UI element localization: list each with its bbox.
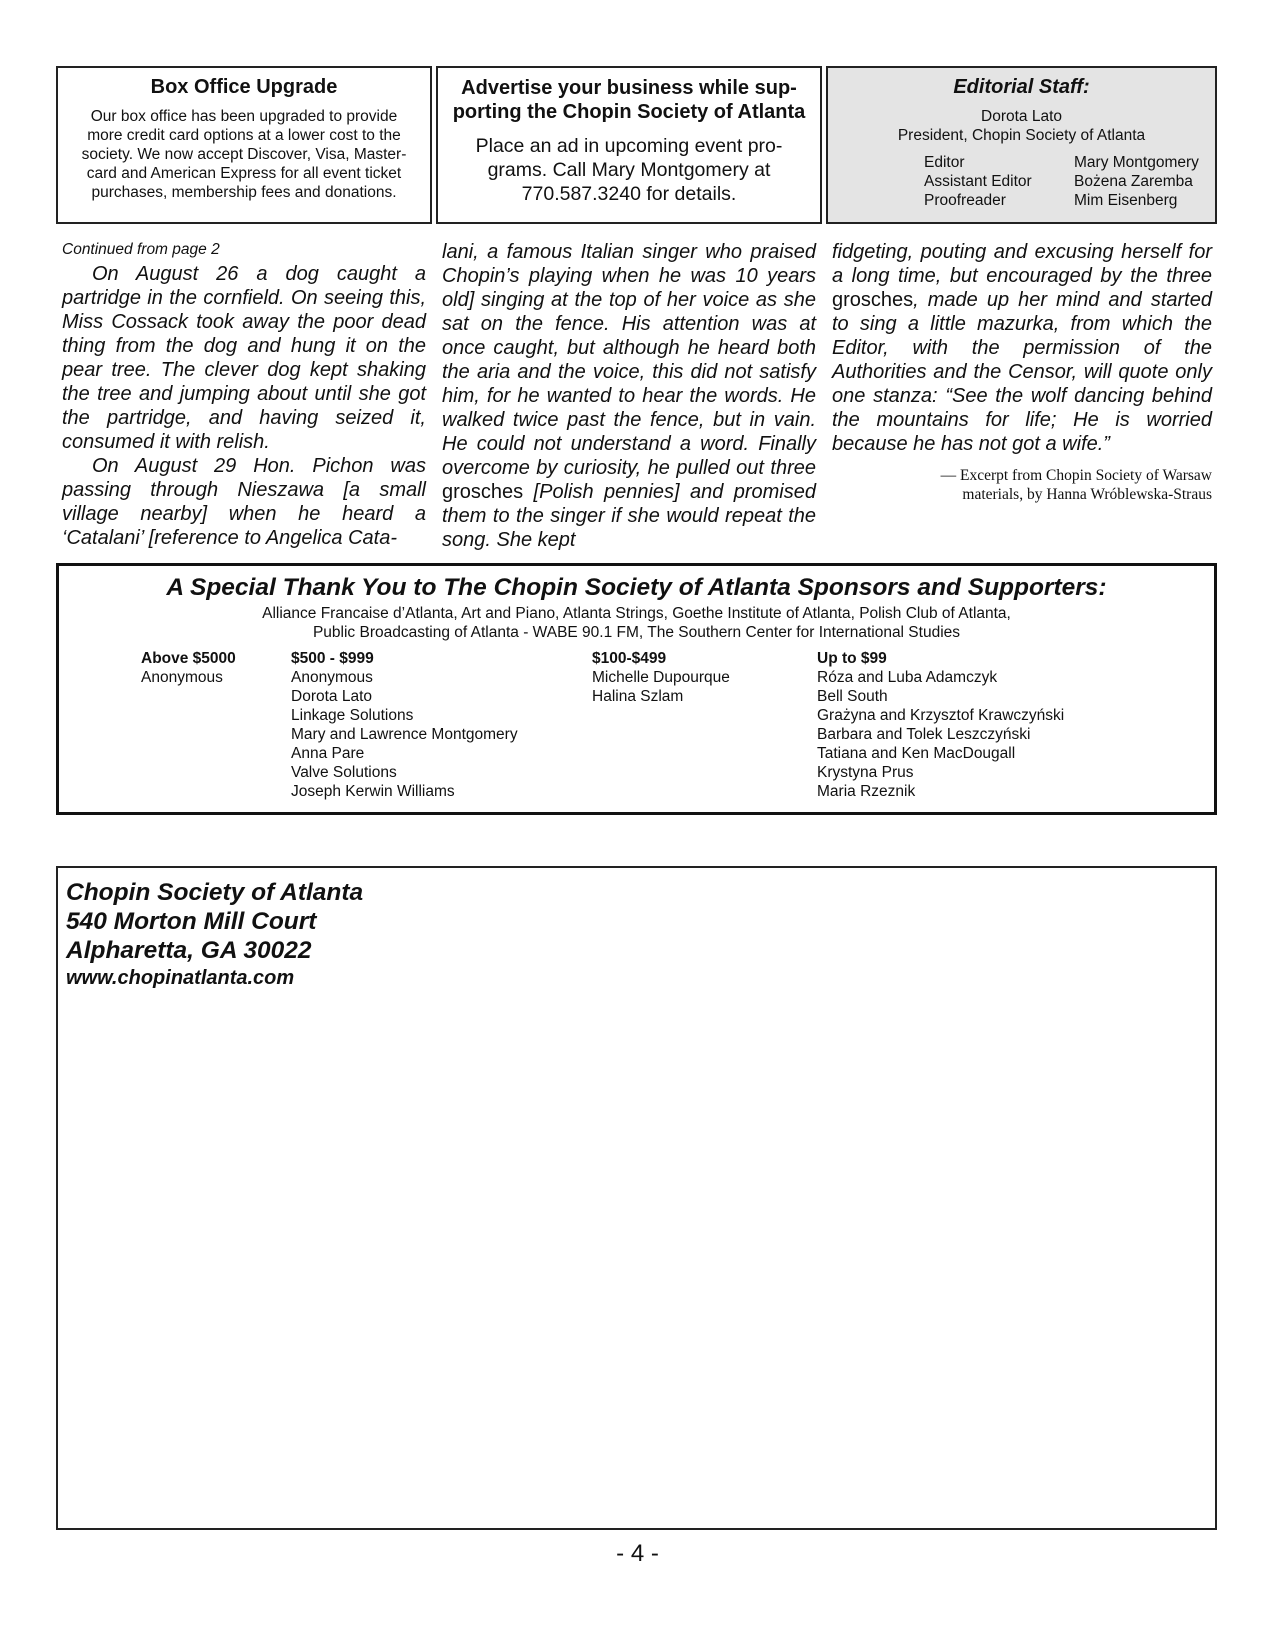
role-label: Assistant Editor [924, 173, 1032, 190]
article-paragraph: On August 29 Hon. Pichon was passing through Nieszawa [a small village nearby] when he heard a ‘Catalani’ [reference to Angelica Cata- [62, 455, 426, 549]
president-title: President, Chopin Society of Atlanta [897, 127, 1146, 144]
role-name: Mim Eisenberg [1074, 192, 1178, 209]
sponsor-name: Anonymous [291, 669, 373, 686]
article-column-1 [62, 240, 426, 550]
box-office-line: Our box office has been upgraded to provide [90, 108, 398, 125]
credit-line: — Excerpt from Chopin Society of Warsaw [940, 467, 1212, 484]
page-number: - 4 - [616, 1540, 659, 1567]
advertise-box [436, 66, 822, 224]
tier-100-499 [592, 649, 730, 706]
advertise-line: Place an ad in upcoming event pro- [475, 135, 783, 157]
advertise-heading-line: porting the Chopin Society of Atlanta [452, 101, 806, 123]
sponsor-name: Michelle Dupourque [592, 669, 730, 686]
tier-heading: $100-$499 [592, 650, 667, 667]
editorial-staff-box [826, 66, 1217, 224]
box-office-line: more credit card options at a lower cost to the [87, 127, 401, 144]
credit-line: materials, by Hanna Wróblewska-Straus [962, 486, 1212, 503]
president-block [842, 107, 1201, 145]
role-label: Editor [924, 154, 965, 171]
tier-heading: Above $5000 [141, 650, 236, 667]
sponsor-organizations [69, 604, 1204, 642]
sponsor-name: Halina Szlam [592, 688, 684, 705]
box-office-line: society. We now accept Discover, Visa, Master- [81, 146, 407, 163]
box-office-line: card and American Express for all event ticket [86, 165, 402, 182]
sponsor-name: Krystyna Prus [817, 764, 914, 781]
sponsor-name: Grażyna and Krzysztof Krawczyński [817, 707, 1065, 724]
article-text: , made up her mind and started to sing a little mazurka, from which the Editor, with the permission of the Authorities and the Censor, will quote only one stanza: “See the wolf dancing behind the mountains for life; He is worried because he has not got a wife.” [832, 289, 1212, 455]
article-paragraph [832, 240, 1212, 456]
article-paragraph [442, 240, 816, 552]
sponsor-name: Maria Rzeznik [817, 783, 916, 800]
website-link[interactable]: www.chopinatlanta.com [66, 967, 295, 989]
organizations-line: Public Broadcasting of Atlanta - WABE 90.1 FM, The Southern Center for International Studies [312, 624, 961, 641]
sponsors-box [56, 563, 1217, 815]
advertise-line: grams. Call Mary Montgomery at [487, 159, 771, 181]
tier-heading: Up to $99 [817, 650, 887, 667]
box-office-heading: Box Office Upgrade [150, 76, 338, 98]
box-office-body [66, 107, 422, 202]
sponsors-title: A Special Thank You to The Chopin Society of Atlanta Sponsors and Supporters: [166, 574, 1107, 601]
article-text: lani, a famous Italian singer who praised Chopin’s playing when he was 10 years old] singing at the top of her voice as she sat on the fence. His attention was at once caught, but although he heard both the aria and the voice, this did not satisfy him, for he wanted to hear the words. He walked twice past the fence, but in vain. He could not understand a word. Finally overcome by curiosity, he pulled out three [442, 241, 816, 479]
president-name: Dorota Lato [981, 108, 1062, 125]
editorial-roles [924, 153, 1201, 210]
sponsor-name: Barbara and Tolek Leszczyński [817, 726, 1031, 743]
continued-note: Continued from page 2 [62, 241, 220, 258]
article-column-2 [442, 240, 816, 552]
box-office-upgrade-box [56, 66, 432, 224]
role-name: Bożena Zaremba [1074, 173, 1193, 190]
excerpt-credit [832, 466, 1212, 504]
tier-up-to-99 [817, 649, 1064, 801]
article-column-3 [832, 240, 1212, 504]
advertise-heading [444, 76, 814, 124]
box-office-line: purchases, membership fees and donations. [91, 184, 397, 201]
advertise-line: 770.587.3240 for details. [521, 183, 737, 205]
sponsor-name: Bell South [817, 688, 888, 705]
advertise-body [444, 134, 814, 206]
article-text-upright: grosches [442, 481, 524, 503]
sponsor-name: Róza and Luba Adamczyk [817, 669, 998, 686]
sponsor-name: Mary and Lawrence Montgomery [291, 726, 518, 743]
article-paragraph: On August 26 a dog caught a partridge in the cornfield. On seeing this, Miss Cossack took away the poor dead thing from the dog and hung it on the pear tree. The clever dog kept shaking the tree and jumping about until she got the partridge, and having seized it, consumed it with relish. [62, 263, 426, 453]
tier-heading: $500 - $999 [291, 650, 374, 667]
sponsor-name: Linkage Solutions [291, 707, 414, 724]
sponsor-name: Tatiana and Ken MacDougall [817, 745, 1016, 762]
tier-above-5000 [141, 649, 236, 687]
sponsor-name: Joseph Kerwin Williams [291, 783, 455, 800]
role-name: Mary Montgomery [1074, 154, 1199, 171]
sponsor-name: Anonymous [141, 669, 223, 686]
sponsor-name: Anna Pare [291, 745, 365, 762]
sponsor-name: Dorota Lato [291, 688, 372, 705]
article-text: fidgeting, pouting and excusing herself for a long time, but encouraged by the three [832, 241, 1212, 287]
article-text: [Polish pennies] and promised them to the singer if she would repeat the song. She kept [442, 481, 816, 551]
organizations-line: Alliance Francaise d’Atlanta, Art and Piano, Atlanta Strings, Goethe Institute of Atlanta, Polish Club of Atlanta, [262, 605, 1011, 622]
address-city: Alpharetta, GA 30022 [66, 937, 312, 964]
article-text-upright: grosches [832, 289, 914, 311]
editorial-heading: Editorial Staff: [953, 76, 1090, 98]
mailing-address-box [56, 866, 1217, 1530]
tier-500-999 [291, 649, 518, 801]
address-street: 540 Morton Mill Court [66, 908, 317, 935]
advertise-heading-line: Advertise your business while sup- [461, 77, 797, 99]
sponsor-name: Valve Solutions [291, 764, 397, 781]
address-organization: Chopin Society of Atlanta [66, 879, 364, 906]
role-label: Proofreader [924, 192, 1006, 209]
